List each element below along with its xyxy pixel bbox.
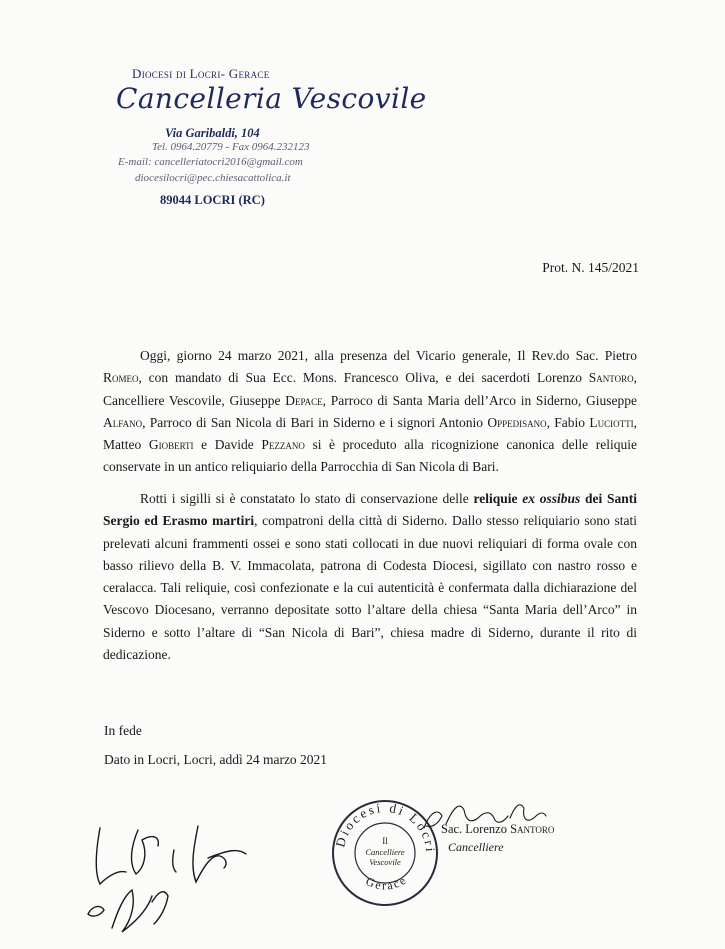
name-oppedisano: Oppedisano: [487, 414, 547, 430]
signer-prefix: Sac. Lorenzo: [441, 822, 511, 836]
name-gioberti: Gioberti: [148, 437, 194, 453]
p1-text: , Parroco di San Nicola di Bari in Siderno e i signori Antonio: [142, 414, 488, 430]
p1-text: , Parroco di Santa Maria dell’Arco in Siderno, Giuseppe: [322, 392, 637, 408]
letterhead-city: 89044 LOCRI (RC): [160, 193, 265, 207]
letterhead-office: Cancelleria Vescovile: [116, 82, 427, 115]
letterhead-pec: diocesilocri@pec.chiesacattolica.it: [135, 172, 291, 184]
closing-in-fede: In fede: [104, 723, 142, 738]
p2-text: , compatroni della città di Siderno. Dallo stesso reliquiario sono stati prelevati alcuni frammenti ossei e sono stati collocati in due nuovi reliquiari di forma ovale con basso rilievo della B. V. Immacolata, patrona di Codesta Diocesi, sigillato con nastro rosso e ceralacca. Tali reliquie, così confezionate e la cui autenticità è confermata dalla dichiarazione del Vescovo Diocesano, verranno depositate sotto l’altare della chiesa “Santa Maria dell’Arco” in Siderno e sotto l’altare di “San Nicola di Bari”, chiesa madre di Siderno, durante il rito di dedicazione.: [103, 513, 637, 663]
name-pezzano: Pezzano: [261, 437, 305, 453]
p1-text: Oggi, giorno 24 marzo 2021, alla presenza del Vicario generale, Il Rev.do Sac. Pietro: [140, 348, 637, 363]
p1-text: e Davide: [193, 437, 262, 453]
letterhead-diocese: Diocesi di Locri- Gerace: [132, 66, 270, 81]
seal-top-text: Diocesi di Locri: [332, 799, 439, 855]
name-romeo: Romeo: [103, 370, 139, 386]
paragraph-1: [103, 345, 637, 479]
seal-center-1: Il: [382, 836, 388, 846]
signer-name: [441, 822, 554, 837]
p1-text: si è proceduto alla ricognizione canonica delle reliquie conservate in un antico reliquiario della Parrocchia di San Nicola di Bari.: [103, 437, 637, 475]
signer-surname: Santoro: [510, 822, 555, 836]
p1-text: , Cancelliere Vescovile, Giuseppe: [103, 370, 637, 408]
seal-center-2: Cancelliere: [365, 847, 405, 857]
handwritten-signature-left: [78, 810, 268, 940]
signer-role: Cancelliere: [448, 840, 504, 854]
saints-bold: dei Santi Sergio ed Erasmo martiri: [103, 491, 637, 529]
name-luciotti: Luciotti: [589, 414, 634, 430]
protocol-number: Prot. N. 145/2021: [542, 260, 639, 275]
letterhead-phone: Tel. 0964.20779 - Fax 0964.232123: [152, 141, 310, 153]
p2-text: Rotti i sigilli si è constatato lo stato di conservazione delle: [140, 491, 474, 506]
letterhead-email: E-mail: cancelleriatocri2016@gmail.com: [118, 156, 303, 168]
seal-center-3: Vescovile: [369, 857, 401, 867]
p1-text: , con mandato di Sua Ecc. Mons. Francesco Oliva, e dei sacerdoti Lorenzo: [138, 370, 589, 386]
name-santoro: Santoro: [588, 370, 634, 386]
ex-ossibus: ex ossibus: [522, 491, 581, 506]
paragraph-2: [103, 488, 637, 666]
name-alfano: Alfano: [103, 414, 143, 430]
relics-bold: reliquie: [473, 491, 523, 506]
date-line: Dato in Locri, Locri, addì 24 marzo 2021: [104, 752, 328, 767]
p1-text: , Fabio: [546, 414, 590, 430]
p1-text: , Matteo: [103, 414, 637, 453]
seal-bottom-text: Gerace: [363, 872, 410, 893]
name-depace: Depace: [285, 392, 323, 408]
letterhead-address: Via Garibaldi, 104: [165, 126, 260, 140]
